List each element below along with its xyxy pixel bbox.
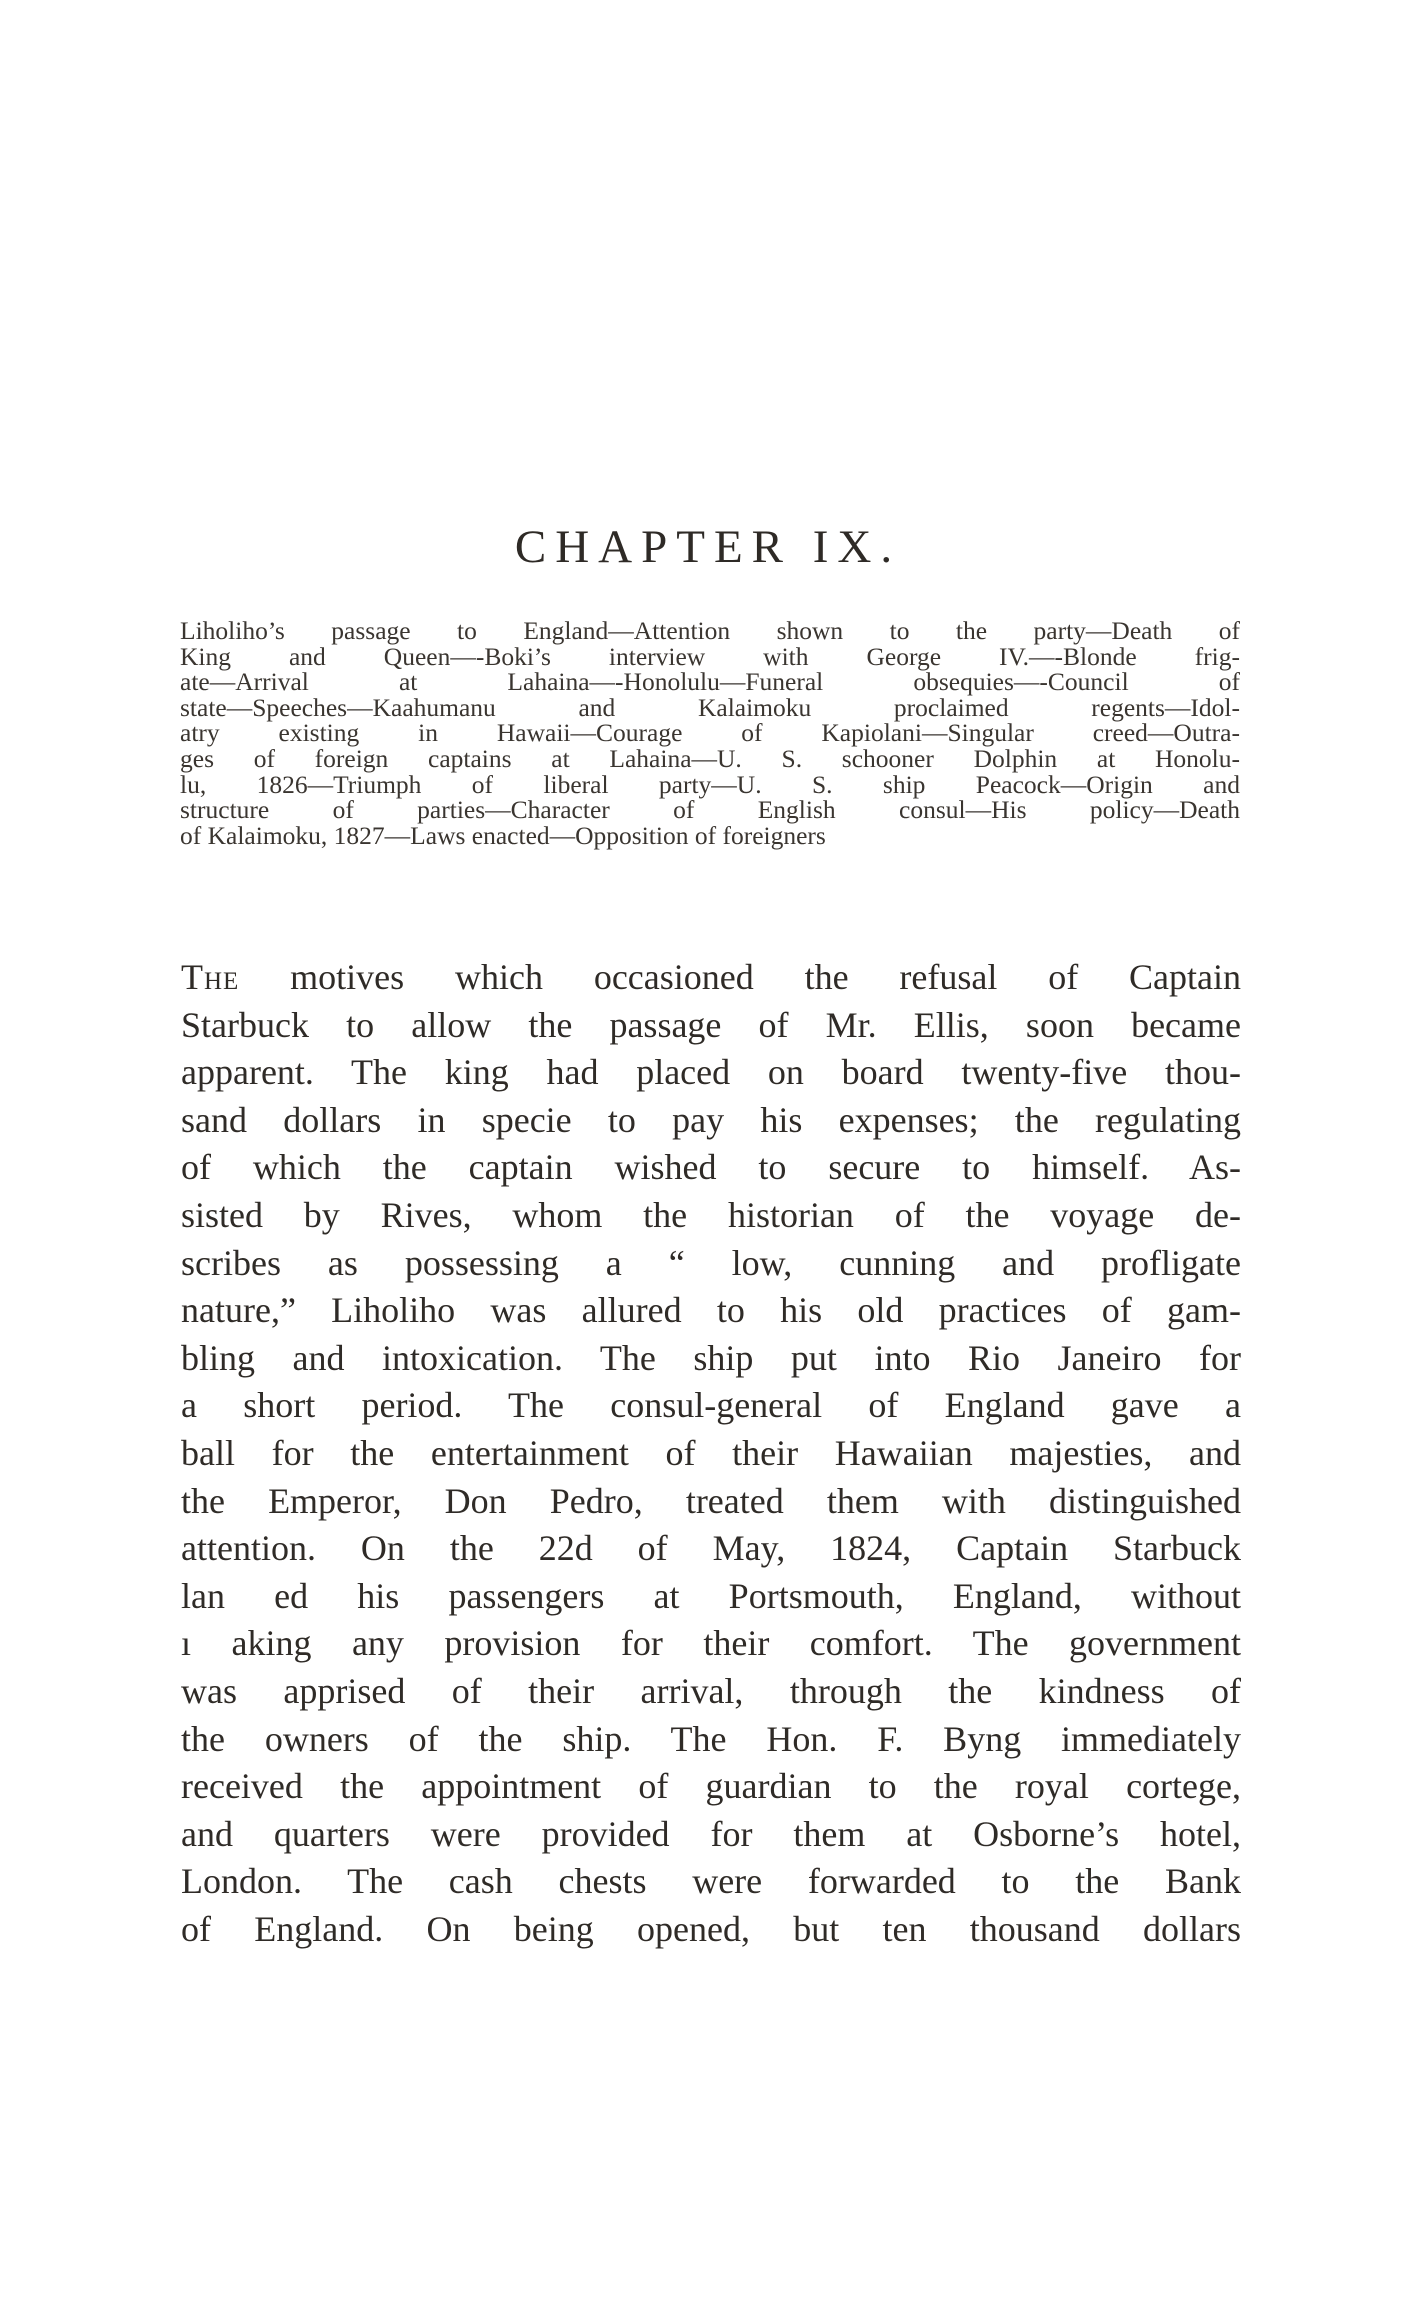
body-line: ball for the entertainment of their Hawaiian majesties, and: [181, 1432, 1241, 1473]
first-line-rest: motives which occasioned the refusal of Captain: [290, 957, 1241, 997]
summary-line: of Kalaimoku, 1827—Laws enacted—Opposition of foreigners: [180, 820, 826, 850]
body-line: ı aking any provision for their comfort. The government: [181, 1623, 1241, 1664]
body-line: the Emperor, Don Pedro, treated them with distinguished: [181, 1480, 1241, 1521]
body-line: the owners of the ship. The Hon. F. Byng immediately: [181, 1718, 1241, 1759]
summary-line: King and Queen—-Boki’s interview with George IV.—-Blonde frig-: [180, 641, 1240, 671]
summary-line: ges of foreign captains at Lahaina—U. S. schooner Dolphin at Honolu-: [180, 743, 1240, 773]
body-line: bling and intoxication. The ship put into Rio Janeiro for: [181, 1337, 1241, 1378]
summary-line: ate—Arrival at Lahaina—-Honolulu—Funeral obsequies—-Council of: [180, 667, 1240, 697]
chapter-summary: [180, 618, 1240, 848]
summary-line: atry existing in Hawaii—Courage of Kapiolani—Singular creed—Outra-: [180, 718, 1240, 748]
body-line: of England. On being opened, but ten thousand dollars: [181, 1908, 1241, 1949]
body-line: sand dollars in specie to pay his expenses; the regulating: [181, 1099, 1241, 1140]
summary-line: state—Speeches—Kaahumanu and Kalaimoku proclaimed regents—Idol-: [180, 692, 1240, 722]
body-line: sisted by Rives, whom the historian of the voyage de-: [181, 1194, 1241, 1235]
body-line: a short period. The consul-general of England gave a: [181, 1385, 1241, 1426]
lead-word: The: [181, 957, 240, 997]
summary-line: Liholiho’s passage to England—Attention shown to the party—Death of: [180, 616, 1240, 645]
body-line: Starbuck to allow the passage of Mr. Ellis, soon became: [181, 1004, 1241, 1045]
body-line: and quarters were provided for them at Osborne’s hotel,: [181, 1813, 1241, 1854]
body-line: was apprised of their arrival, through the kindness of: [181, 1670, 1241, 1711]
body-line-first: [181, 954, 1241, 1002]
body-line: scribes as possessing a “ low, cunning and profligate: [181, 1242, 1241, 1283]
body-line: London. The cash chests were forwarded to the Bank: [181, 1861, 1241, 1902]
summary-line: structure of parties—Character of English consul—His policy—Death: [180, 795, 1240, 825]
body-line: received the appointment of guardian to the royal cortege,: [181, 1766, 1241, 1807]
body-line: apparent. The king had placed on board twenty-five thou-: [181, 1052, 1241, 1093]
chapter-heading: CHAPTER IX.: [514, 521, 902, 573]
summary-line: lu, 1826—Triumph of liberal party—U. S. ship Peacock—Origin and: [180, 769, 1240, 799]
body-line: nature,” Liholiho was allured to his old practices of gam-: [181, 1290, 1241, 1331]
body-text: [181, 954, 1241, 1953]
body-line: lan ed his passengers at Portsmouth, England, without: [181, 1575, 1241, 1616]
body-line: attention. On the 22d of May, 1824, Captain Starbuck: [181, 1528, 1241, 1569]
body-line: of which the captain wished to secure to himself. As-: [181, 1147, 1241, 1188]
